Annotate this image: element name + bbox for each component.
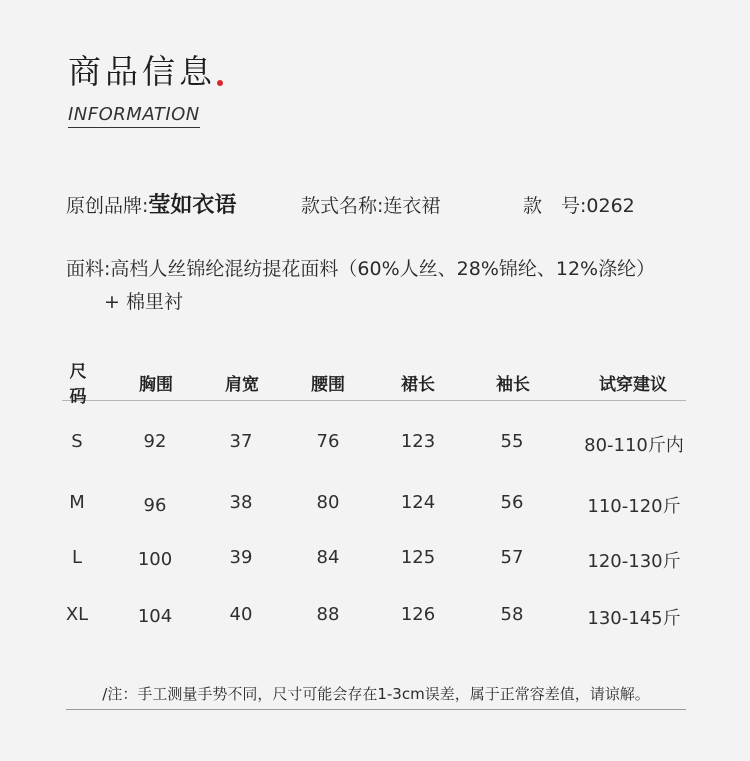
- cell-sleeve: 56: [500, 492, 524, 513]
- fabric-lining: + 棉里衬: [104, 291, 183, 313]
- table-header: [62, 362, 686, 407]
- cell-waist: 80: [316, 492, 340, 513]
- header-sleeve: 袖长: [496, 374, 530, 395]
- cell-sleeve: 58: [500, 604, 524, 625]
- cell-suggestion: 80-110斤内: [584, 435, 684, 456]
- header-shoulder: 肩宽: [225, 374, 259, 395]
- header-divider: [62, 400, 686, 401]
- cell-size: XL: [65, 604, 89, 625]
- cell-waist: 76: [316, 431, 340, 452]
- cell-size: S: [71, 431, 83, 452]
- cell-shoulder: 37: [229, 431, 253, 452]
- footer-divider: [66, 709, 686, 710]
- cell-length: 125: [400, 547, 436, 568]
- brand-value: 莹如衣语: [148, 193, 237, 218]
- cell-length: 126: [400, 604, 436, 625]
- cell-shoulder: 38: [229, 492, 253, 513]
- style-number-line: [523, 194, 635, 218]
- cell-bust: 104: [137, 606, 173, 627]
- cell-bust: 100: [137, 549, 173, 570]
- cell-bust: 96: [143, 495, 167, 516]
- fabric-value: 高档人丝锦纶混纺提花面料（60%人丝、28%锦纶、12%涤纶）: [110, 258, 656, 280]
- page-title: 商品信息: [68, 52, 216, 91]
- style-name-value: 连衣裙: [383, 195, 441, 217]
- header-waist: 腰围: [311, 374, 345, 395]
- fabric-line: [66, 257, 655, 281]
- brand-line: [66, 194, 236, 218]
- style-name-label: 款式名称:: [301, 195, 384, 217]
- fabric-label: 面料:: [66, 258, 111, 280]
- cell-sleeve: 57: [500, 547, 524, 568]
- accent-dot: [217, 80, 223, 86]
- cell-sleeve: 55: [500, 431, 524, 452]
- title-row: [68, 52, 223, 92]
- page-subtitle: INFORMATION: [68, 104, 200, 128]
- cell-length: 124: [400, 492, 436, 513]
- brand-label: 原创品牌:: [66, 195, 149, 217]
- cell-size: L: [71, 547, 83, 568]
- cell-size: M: [69, 492, 85, 513]
- header-size: 尺码: [69, 362, 87, 407]
- cell-bust: 92: [143, 431, 167, 452]
- style-number-value: 0262: [586, 195, 635, 217]
- fabric-line-2: [104, 290, 183, 314]
- size-table: [62, 362, 686, 629]
- style-name-line: [301, 194, 440, 218]
- cell-length: 123: [400, 431, 436, 452]
- header-length: 裙长: [401, 374, 435, 395]
- style-number-label: 款 号:: [523, 195, 587, 217]
- cell-shoulder: 39: [229, 547, 253, 568]
- measurement-note: /注：手工测量手势不同，尺寸可能会存在1-3cm误差，属于正常容差值，请谅解。: [102, 685, 650, 703]
- header-bust: 胸围: [139, 374, 173, 395]
- cell-suggestion: 120-130斤: [587, 551, 681, 572]
- cell-suggestion: 110-120斤: [587, 496, 681, 517]
- cell-suggestion: 130-145斤: [587, 608, 681, 629]
- header-suggestion: 试穿建议: [599, 374, 667, 395]
- cell-waist: 84: [316, 547, 340, 568]
- cell-waist: 88: [316, 604, 340, 625]
- cell-shoulder: 40: [229, 604, 253, 625]
